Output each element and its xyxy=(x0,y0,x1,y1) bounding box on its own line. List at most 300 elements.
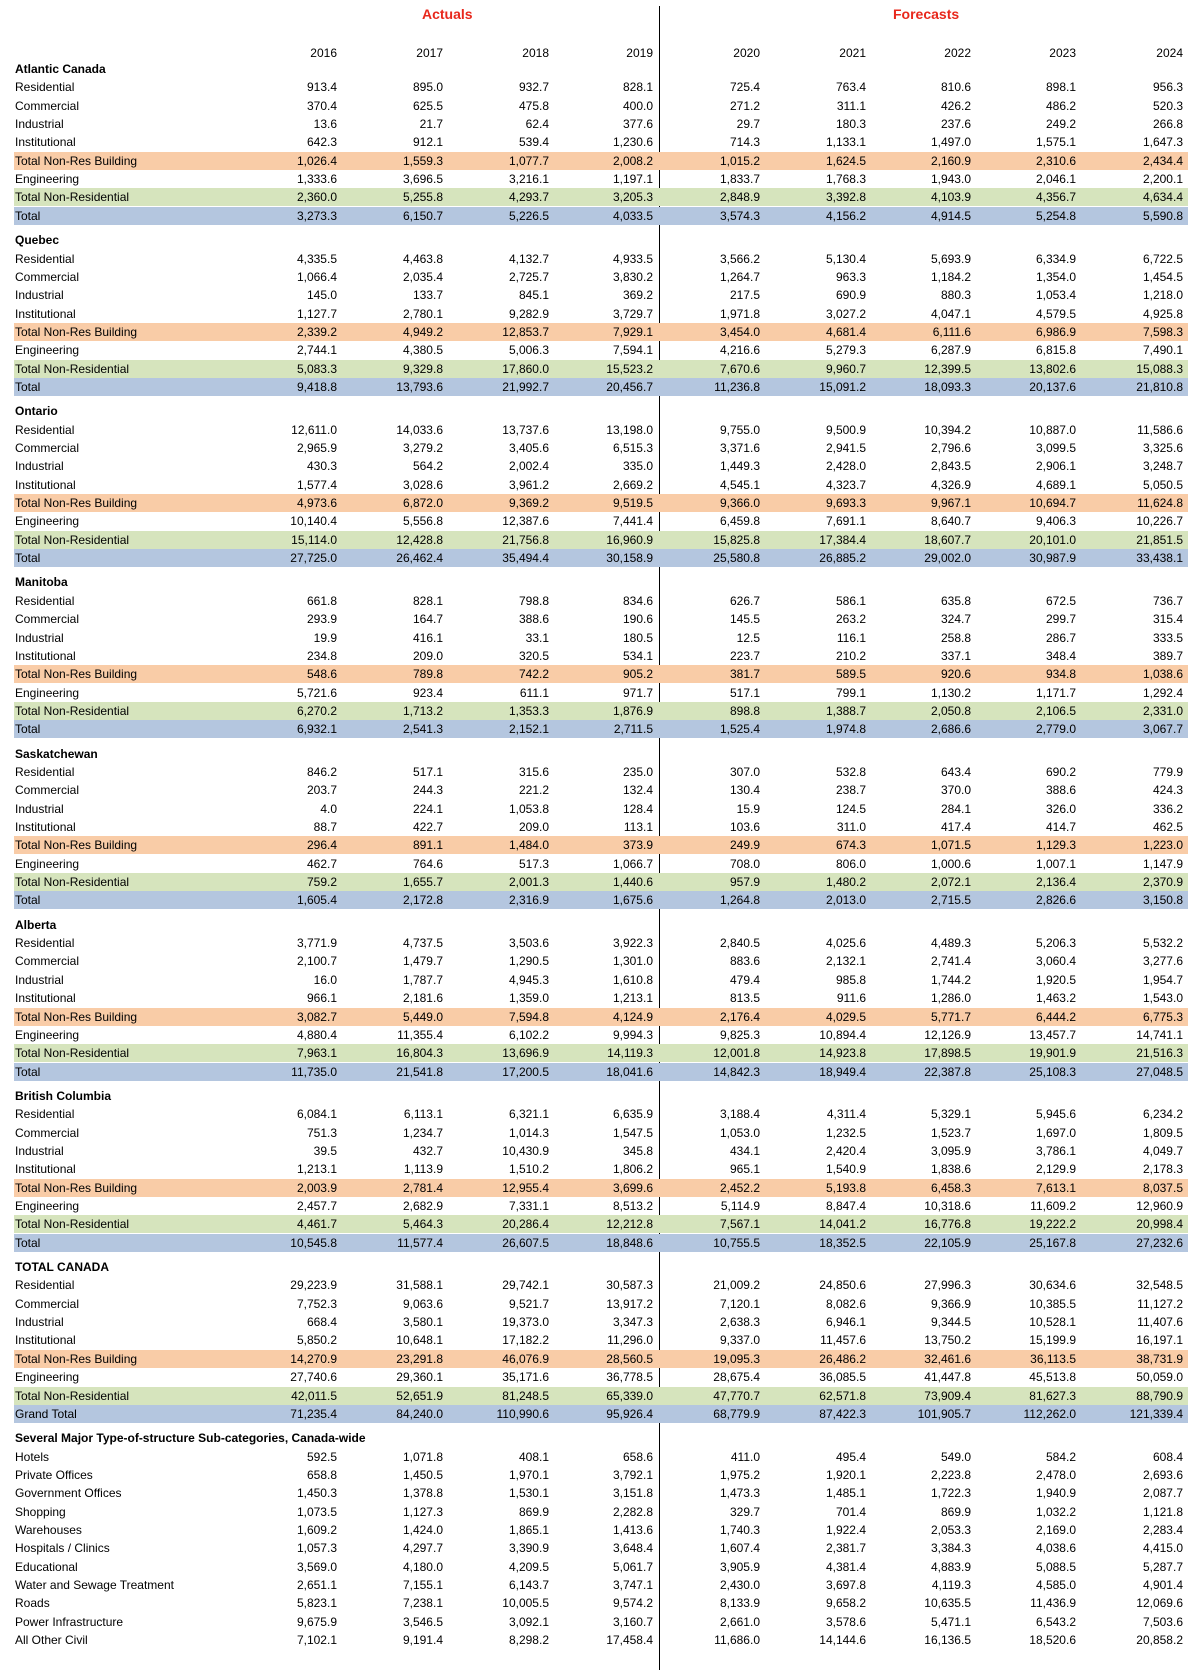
value-cell-2017: 432.7 xyxy=(412,1143,443,1158)
value-cell-2016: 234.8 xyxy=(306,648,337,663)
table-row xyxy=(14,1008,1188,1026)
value-cell-2023: 19,901.9 xyxy=(1029,1046,1076,1061)
value-cell-2020: 2,840.5 xyxy=(719,936,760,951)
value-cell-2021: 26,885.2 xyxy=(819,551,866,566)
value-cell-2022: 1,286.0 xyxy=(930,991,971,1006)
table-row xyxy=(14,1234,1188,1252)
value-cell-2017: 1,655.7 xyxy=(402,875,443,890)
table-row xyxy=(14,702,1188,720)
value-cell-2021: 2,420.4 xyxy=(825,1143,866,1158)
table-row xyxy=(14,1331,1188,1349)
value-cell-2021: 589.5 xyxy=(835,667,866,682)
value-cell-2020: 2,452.2 xyxy=(719,1180,760,1195)
row-label: Commercial xyxy=(15,98,80,113)
value-cell-2017: 21,541.8 xyxy=(396,1064,443,1079)
value-cell-2016: 846.2 xyxy=(306,764,337,779)
value-cell-2018: 1,290.5 xyxy=(508,954,549,969)
section-title: TOTAL CANADA xyxy=(15,1260,109,1275)
value-cell-2016: 2,965.9 xyxy=(296,441,337,455)
table-row xyxy=(14,1631,1188,1649)
value-cell-2019: 3,160.7 xyxy=(612,1614,653,1629)
table-row xyxy=(14,891,1188,909)
value-cell-2022: 16,136.5 xyxy=(924,1633,971,1648)
table-row xyxy=(14,781,1188,799)
value-cell-2023: 414.7 xyxy=(1045,820,1076,834)
value-cell-2016: 1,213.1 xyxy=(296,1162,337,1177)
value-cell-2019: 534.1 xyxy=(622,648,653,663)
value-cell-2017: 224.1 xyxy=(412,801,443,816)
value-cell-2022: 1,130.2 xyxy=(930,685,971,700)
value-cell-2023: 10,385.5 xyxy=(1029,1296,1076,1311)
value-cell-2023: 2,478.0 xyxy=(1035,1467,1076,1482)
value-cell-2017: 2,541.3 xyxy=(402,722,443,737)
value-cell-2022: 2,223.8 xyxy=(930,1467,971,1482)
table-row xyxy=(14,1063,1188,1081)
value-cell-2024: 1,647.3 xyxy=(1142,135,1183,150)
value-cell-2021: 674.3 xyxy=(835,838,866,853)
value-cell-2018: 12,853.7 xyxy=(502,324,549,339)
value-cell-2017: 1,071.8 xyxy=(402,1449,443,1464)
value-cell-2023: 10,694.7 xyxy=(1029,496,1076,511)
value-cell-2020: 1,740.3 xyxy=(719,1522,760,1537)
row-label: Industrial xyxy=(15,801,64,816)
value-cell-2023: 4,689.1 xyxy=(1035,477,1076,492)
value-cell-2017: 2,781.4 xyxy=(402,1180,443,1195)
value-cell-2017: 164.7 xyxy=(412,612,443,627)
value-cell-2021: 5,279.3 xyxy=(825,343,866,358)
value-cell-2017: 244.3 xyxy=(412,783,443,798)
row-label: Commercial xyxy=(15,1125,80,1140)
value-cell-2024: 1,121.8 xyxy=(1142,1504,1183,1519)
value-cell-2024: 3,150.8 xyxy=(1142,893,1183,908)
value-cell-2019: 1,675.6 xyxy=(612,893,653,908)
value-cell-2016: 42,011.5 xyxy=(291,1388,337,1403)
value-cell-2023: 15,199.9 xyxy=(1029,1333,1076,1348)
value-cell-2016: 1,073.5 xyxy=(296,1504,337,1519)
table-row xyxy=(14,971,1188,989)
value-cell-2023: 18,520.6 xyxy=(1029,1633,1076,1648)
value-cell-2016: 2,651.1 xyxy=(296,1578,337,1592)
value-cell-2023: 5,206.3 xyxy=(1035,936,1076,951)
value-cell-2021: 11,457.6 xyxy=(820,1333,866,1348)
value-cell-2024: 21,810.8 xyxy=(1136,379,1183,394)
value-cell-2017: 2,682.9 xyxy=(402,1199,443,1213)
row-label: Total Non-Res Building xyxy=(15,1009,138,1024)
value-cell-2019: 6,515.3 xyxy=(612,441,653,455)
value-cell-2020: 813.5 xyxy=(729,991,760,1006)
value-cell-2019: 17,458.4 xyxy=(606,1633,653,1648)
value-cell-2020: 1,975.2 xyxy=(719,1467,760,1482)
table-row xyxy=(14,1124,1188,1142)
row-label: Hospitals / Clinics xyxy=(15,1541,110,1556)
value-cell-2016: 966.1 xyxy=(306,991,337,1006)
value-cell-2022: 920.6 xyxy=(940,667,971,682)
value-cell-2021: 9,960.7 xyxy=(825,361,866,376)
value-cell-2022: 22,105.9 xyxy=(924,1235,971,1250)
value-cell-2018: 35,494.4 xyxy=(502,551,549,566)
year-header-2021: 2021 xyxy=(839,46,866,60)
row-label: Engineering xyxy=(15,343,80,358)
value-cell-2020: 19,095.3 xyxy=(713,1351,760,1366)
value-cell-2022: 4,119.3 xyxy=(931,1578,971,1592)
value-cell-2022: 8,640.7 xyxy=(930,514,971,529)
section-title: Manitoba xyxy=(15,575,68,590)
value-cell-2019: 3,830.2 xyxy=(612,269,653,284)
value-cell-2024: 956.3 xyxy=(1152,80,1183,95)
value-cell-2018: 869.9 xyxy=(518,1504,549,1519)
value-cell-2019: 3,151.8 xyxy=(612,1486,653,1501)
row-label: Power Infrastructure xyxy=(15,1614,124,1629)
value-cell-2024: 1,543.0 xyxy=(1142,991,1183,1006)
value-cell-2020: 1,264.7 xyxy=(719,269,760,284)
value-cell-2024: 520.3 xyxy=(1152,98,1183,113)
value-cell-2022: 810.6 xyxy=(940,80,971,95)
row-label: Industrial xyxy=(15,1315,64,1330)
value-cell-2021: 263.2 xyxy=(835,612,866,627)
value-cell-2016: 913.4 xyxy=(306,80,337,95)
value-cell-2020: 12.5 xyxy=(736,630,760,645)
value-cell-2022: 2,053.3 xyxy=(930,1522,971,1537)
value-cell-2023: 5,254.8 xyxy=(1035,208,1076,223)
table-row xyxy=(14,1350,1188,1368)
value-cell-2018: 3,092.1 xyxy=(508,1614,549,1629)
value-cell-2024: 21,851.5 xyxy=(1136,532,1183,547)
value-cell-2024: 1,454.5 xyxy=(1142,269,1183,284)
value-cell-2016: 145.0 xyxy=(306,288,337,303)
value-cell-2019: 9,994.3 xyxy=(612,1027,653,1042)
value-cell-2022: 9,967.1 xyxy=(930,496,971,511)
value-cell-2024: 20,998.4 xyxy=(1136,1217,1183,1232)
row-label: Total Non-Residential xyxy=(15,532,130,547)
value-cell-2018: 4,945.3 xyxy=(508,972,549,987)
value-cell-2021: 1,768.3 xyxy=(825,172,866,187)
value-cell-2018: 12,955.4 xyxy=(502,1180,549,1195)
value-cell-2019: 373.9 xyxy=(622,838,653,853)
value-cell-2020: 28,675.4 xyxy=(713,1370,760,1385)
value-cell-2018: 10,430.9 xyxy=(502,1143,549,1158)
value-cell-2023: 6,334.9 xyxy=(1035,251,1076,266)
value-cell-2016: 13.6 xyxy=(313,117,337,132)
value-cell-2020: 7,567.1 xyxy=(719,1217,760,1232)
value-cell-2024: 2,178.3 xyxy=(1142,1162,1183,1177)
table-row xyxy=(14,1215,1188,1233)
value-cell-2022: 10,635.5 xyxy=(924,1596,971,1611)
table-row xyxy=(14,78,1188,96)
row-label: Commercial xyxy=(15,954,80,969)
value-cell-2018: 10,005.5 xyxy=(502,1596,549,1611)
table-row xyxy=(14,763,1188,781)
value-cell-2021: 116.1 xyxy=(836,630,866,645)
value-cell-2021: 17,384.4 xyxy=(819,532,866,547)
value-cell-2020: 130.4 xyxy=(729,783,760,798)
value-cell-2021: 62,571.8 xyxy=(819,1388,866,1403)
value-cell-2021: 1,540.9 xyxy=(825,1162,866,1177)
value-cell-2023: 20,101.0 xyxy=(1029,532,1076,547)
value-cell-2024: 121,339.4 xyxy=(1129,1406,1183,1421)
value-cell-2022: 1,943.0 xyxy=(930,172,971,187)
value-cell-2021: 3,578.6 xyxy=(825,1614,866,1629)
value-cell-2019: 1,806.2 xyxy=(612,1162,653,1177)
table-row xyxy=(14,610,1188,628)
value-cell-2019: 2,669.2 xyxy=(612,477,653,492)
value-cell-2024: 38,731.9 xyxy=(1136,1351,1183,1366)
value-cell-2019: 658.6 xyxy=(622,1449,653,1464)
value-cell-2019: 3,347.3 xyxy=(612,1315,653,1330)
value-cell-2022: 1,071.5 xyxy=(930,838,971,853)
value-cell-2017: 12,428.8 xyxy=(396,532,443,547)
value-cell-2024: 1,223.0 xyxy=(1142,838,1183,853)
value-cell-2018: 19,373.0 xyxy=(502,1315,549,1330)
value-cell-2022: 4,326.9 xyxy=(930,477,971,492)
table-row xyxy=(14,457,1188,475)
value-cell-2022: 2,160.9 xyxy=(930,153,971,168)
value-cell-2024: 736.7 xyxy=(1152,593,1183,608)
value-cell-2018: 1,530.1 xyxy=(508,1486,549,1501)
value-cell-2024: 11,624.8 xyxy=(1137,496,1183,511)
value-cell-2024: 20,858.2 xyxy=(1136,1633,1183,1648)
value-cell-2017: 564.2 xyxy=(412,459,443,474)
value-cell-2019: 1,197.1 xyxy=(612,172,653,187)
table-row xyxy=(14,1368,1188,1386)
value-cell-2023: 1,032.2 xyxy=(1035,1504,1076,1519)
row-label: Total xyxy=(15,1064,41,1079)
value-cell-2016: 2,339.2 xyxy=(296,324,337,339)
value-cell-2018: 9,521.7 xyxy=(508,1296,549,1311)
value-cell-2021: 4,311.4 xyxy=(826,1107,866,1122)
value-cell-2024: 333.5 xyxy=(1152,630,1183,645)
value-cell-2019: 65,339.0 xyxy=(606,1388,653,1403)
value-cell-2022: 4,489.3 xyxy=(930,936,971,951)
table-row xyxy=(14,1276,1188,1294)
value-cell-2020: 3,188.4 xyxy=(719,1107,760,1122)
value-cell-2019: 113.1 xyxy=(623,820,653,834)
value-cell-2016: 5,850.2 xyxy=(296,1333,337,1348)
value-cell-2018: 3,961.2 xyxy=(508,477,549,492)
value-cell-2023: 4,579.5 xyxy=(1035,306,1076,321)
value-cell-2021: 532.8 xyxy=(835,764,866,779)
row-label: Total xyxy=(15,1235,41,1250)
value-cell-2024: 1,147.9 xyxy=(1142,856,1183,871)
value-cell-2019: 3,747.1 xyxy=(612,1578,653,1592)
year-header-2023: 2023 xyxy=(1049,46,1076,60)
row-label: Total Non-Res Building xyxy=(15,324,138,339)
value-cell-2022: 1,722.3 xyxy=(930,1486,971,1501)
value-cell-2016: 39.5 xyxy=(313,1143,337,1158)
value-cell-2019: 3,699.6 xyxy=(612,1180,653,1195)
value-cell-2016: 3,771.9 xyxy=(296,936,337,951)
row-label: Residential xyxy=(15,764,75,779)
value-cell-2021: 1,232.5 xyxy=(825,1125,866,1140)
value-cell-2019: 345.8 xyxy=(622,1143,653,1158)
value-cell-2022: 869.9 xyxy=(940,1504,971,1519)
value-cell-2017: 6,113.1 xyxy=(403,1107,443,1122)
value-cell-2022: 3,095.9 xyxy=(930,1143,971,1158)
value-cell-2018: 1,014.3 xyxy=(508,1125,549,1140)
value-cell-2016: 430.3 xyxy=(306,459,337,474)
table-row xyxy=(14,115,1188,133)
value-cell-2023: 2,136.4 xyxy=(1035,875,1076,890)
value-cell-2018: 475.8 xyxy=(518,98,549,113)
table-row xyxy=(14,170,1188,188)
value-cell-2023: 10,887.0 xyxy=(1029,422,1076,437)
value-cell-2018: 517.3 xyxy=(518,856,549,871)
table-row xyxy=(14,1026,1188,1044)
value-cell-2017: 912.1 xyxy=(412,135,443,150)
value-cell-2021: 586.1 xyxy=(835,593,866,608)
value-cell-2021: 4,381.4 xyxy=(825,1559,866,1574)
value-cell-2019: 16,960.9 xyxy=(606,532,653,547)
row-label: Total Non-Residential xyxy=(15,703,130,718)
value-cell-2024: 462.5 xyxy=(1152,820,1183,834)
value-cell-2017: 3,028.6 xyxy=(402,477,443,492)
row-label: Engineering xyxy=(15,172,80,187)
value-cell-2022: 2,741.4 xyxy=(930,954,971,969)
value-cell-2021: 9,500.9 xyxy=(825,422,866,437)
table-row xyxy=(14,378,1188,396)
value-cell-2019: 3,729.7 xyxy=(612,306,653,321)
table-row xyxy=(14,1521,1188,1539)
value-cell-2018: 320.5 xyxy=(518,648,549,663)
value-cell-2020: 3,574.3 xyxy=(719,208,760,223)
value-cell-2023: 20,137.6 xyxy=(1029,379,1076,394)
value-cell-2017: 4,949.2 xyxy=(402,324,443,339)
value-cell-2018: 6,143.7 xyxy=(508,1578,549,1592)
value-cell-2018: 7,331.1 xyxy=(508,1199,549,1213)
value-cell-2016: 1,605.4 xyxy=(296,893,337,908)
value-cell-2017: 4,180.0 xyxy=(402,1559,443,1574)
value-cell-2020: 1,015.2 xyxy=(719,153,760,168)
table-row xyxy=(14,1448,1188,1466)
value-cell-2024: 11,586.6 xyxy=(1137,422,1183,437)
value-cell-2019: 5,061.7 xyxy=(612,1559,653,1574)
value-cell-2021: 36,085.5 xyxy=(819,1370,866,1385)
table-row xyxy=(14,647,1188,665)
value-cell-2024: 2,200.1 xyxy=(1142,172,1183,187)
value-cell-2021: 210.2 xyxy=(835,648,866,663)
value-cell-2017: 2,181.6 xyxy=(402,991,443,1006)
value-cell-2024: 424.3 xyxy=(1152,783,1183,798)
row-label: Total Non-Residential xyxy=(15,1217,130,1232)
row-label: Total Non-Residential xyxy=(15,1388,130,1403)
table-row xyxy=(14,1142,1188,1160)
value-cell-2018: 17,182.2 xyxy=(502,1333,549,1348)
table-row xyxy=(14,152,1188,170)
value-cell-2021: 10,894.4 xyxy=(819,1027,866,1042)
row-label: Private Offices xyxy=(15,1467,93,1482)
table-row xyxy=(14,97,1188,115)
value-cell-2016: 7,102.1 xyxy=(296,1633,337,1648)
value-cell-2016: 27,740.6 xyxy=(290,1370,337,1385)
value-cell-2016: 592.5 xyxy=(306,1449,337,1464)
section-title: Quebec xyxy=(15,233,60,248)
row-label: Institutional xyxy=(15,648,76,663)
value-cell-2017: 895.0 xyxy=(412,80,443,95)
value-cell-2019: 400.0 xyxy=(622,98,653,113)
row-label: Residential xyxy=(15,936,75,951)
value-cell-2018: 2,002.4 xyxy=(508,459,549,474)
value-cell-2017: 891.1 xyxy=(412,838,443,853)
value-cell-2023: 2,129.9 xyxy=(1035,1162,1076,1177)
table-row xyxy=(14,1576,1188,1594)
value-cell-2023: 5,945.6 xyxy=(1035,1107,1076,1122)
table-row xyxy=(14,1160,1188,1178)
value-cell-2024: 779.9 xyxy=(1152,764,1183,779)
value-cell-2021: 1,485.1 xyxy=(825,1486,866,1501)
value-cell-2016: 14,270.9 xyxy=(290,1351,337,1366)
year-header-2017: 2017 xyxy=(416,46,443,60)
value-cell-2024: 4,925.8 xyxy=(1142,306,1183,321)
table-row xyxy=(14,1179,1188,1197)
year-header-2018: 2018 xyxy=(522,46,549,60)
value-cell-2022: 417.4 xyxy=(940,820,971,834)
value-cell-2024: 3,248.7 xyxy=(1142,459,1183,474)
table-row xyxy=(14,1558,1188,1576)
value-cell-2024: 1,809.5 xyxy=(1142,1125,1183,1140)
value-cell-2021: 4,681.4 xyxy=(825,324,866,339)
section-title: Atlantic Canada xyxy=(15,62,106,76)
value-cell-2018: 408.1 xyxy=(518,1449,549,1464)
value-cell-2016: 462.7 xyxy=(306,856,337,871)
value-cell-2021: 4,029.5 xyxy=(825,1009,866,1024)
table-row xyxy=(14,439,1188,457)
value-cell-2021: 24,850.6 xyxy=(819,1278,866,1293)
value-cell-2024: 2,331.0 xyxy=(1142,703,1183,718)
value-cell-2024: 4,049.7 xyxy=(1142,1143,1183,1158)
value-cell-2016: 3,273.3 xyxy=(296,208,337,223)
value-cell-2018: 1,510.2 xyxy=(508,1162,549,1177)
value-cell-2020: 217.5 xyxy=(729,288,760,303)
value-cell-2021: 14,041.2 xyxy=(819,1217,866,1232)
value-cell-2020: 9,337.0 xyxy=(719,1333,760,1348)
value-cell-2018: 845.1 xyxy=(518,288,549,303)
value-cell-2023: 2,106.5 xyxy=(1035,703,1076,718)
table-row xyxy=(14,323,1188,341)
value-cell-2016: 1,450.3 xyxy=(296,1486,337,1501)
value-cell-2016: 5,823.1 xyxy=(296,1596,337,1611)
value-cell-2022: 2,686.6 xyxy=(930,722,971,737)
table-row xyxy=(14,1044,1188,1062)
value-cell-2023: 9,406.3 xyxy=(1035,514,1076,529)
value-cell-2021: 1,624.5 xyxy=(825,153,866,168)
value-cell-2017: 1,424.0 xyxy=(402,1522,443,1537)
value-cell-2023: 13,802.6 xyxy=(1029,361,1076,376)
value-cell-2017: 789.8 xyxy=(412,667,443,682)
value-cell-2024: 33,438.1 xyxy=(1136,551,1183,566)
table-row xyxy=(14,1295,1188,1313)
value-cell-2017: 625.5 xyxy=(412,98,443,113)
year-header-2022: 2022 xyxy=(944,46,971,60)
value-cell-2019: 132.4 xyxy=(622,783,653,798)
value-cell-2021: 14,923.8 xyxy=(819,1046,866,1061)
value-cell-2018: 5,226.5 xyxy=(508,208,549,223)
value-cell-2017: 1,787.7 xyxy=(402,972,443,987)
value-cell-2017: 23,291.8 xyxy=(396,1351,443,1366)
value-cell-2021: 7,691.1 xyxy=(825,514,866,529)
row-label: Commercial xyxy=(15,612,80,627)
value-cell-2018: 13,737.6 xyxy=(502,422,549,437)
value-cell-2020: 1,264.8 xyxy=(719,893,760,908)
value-cell-2018: 2,152.1 xyxy=(508,722,549,737)
row-label: Total Non-Res Building xyxy=(15,1180,138,1195)
row-label: Institutional xyxy=(15,820,76,834)
value-cell-2017: 6,872.0 xyxy=(402,496,443,511)
row-label: Institutional xyxy=(15,991,76,1006)
row-label: Total Non-Res Building xyxy=(15,667,138,682)
value-cell-2018: 1,053.8 xyxy=(508,801,549,816)
value-cell-2024: 1,038.6 xyxy=(1142,667,1183,682)
value-cell-2021: 495.4 xyxy=(835,1449,866,1464)
value-cell-2017: 84,240.0 xyxy=(396,1406,443,1421)
